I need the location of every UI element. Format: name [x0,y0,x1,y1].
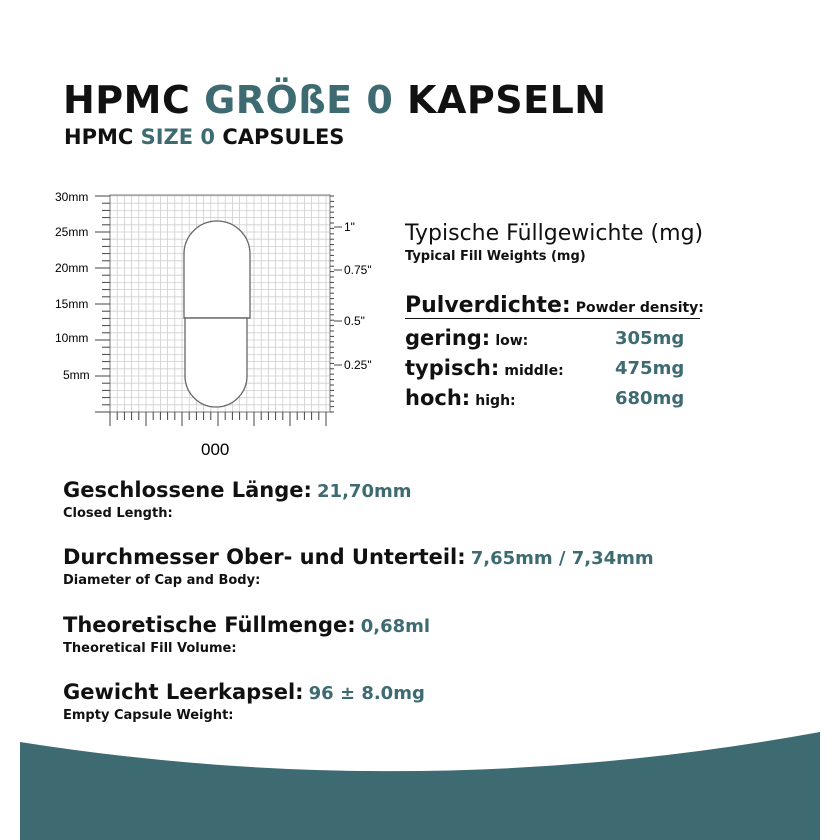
mm-label-30: 30mm [55,190,89,204]
inch-scale [330,196,342,412]
spec-fill-volume [63,613,430,656]
capsule-size-label: 000 [201,440,230,459]
title-en-highlight: SIZE 0 [140,125,216,149]
inch-label-1: 1" [344,220,355,234]
spec-value: 21,70mm [317,481,412,502]
density-underline [405,318,700,319]
page-subtitle [64,125,344,149]
density-row-high [405,386,725,416]
powder-density-heading [405,293,704,318]
spec-value: 0,68ml [360,616,431,637]
density-row-value: 305mg [615,328,685,349]
density-row-value: 475mg [615,358,685,379]
density-row-label-de: typisch: [405,356,500,380]
density-row-label-de: gering: [405,326,491,350]
powder-density-en: Powder density: [575,300,704,316]
spec-empty-weight [63,680,425,723]
title-de-suffix: KAPSELN [393,78,607,122]
density-row-low [405,326,725,356]
inch-label-025: 0.25" [344,358,372,372]
page-title [63,78,607,122]
title-de-highlight: GRÖßE 0 [204,78,394,122]
capsule-size-diagram [40,180,390,465]
inch-label-075: 0.75" [344,263,372,277]
spec-label-en: Closed Length: [63,506,173,521]
spec-value: 96 ± 8.0mg [308,683,425,704]
spec-closed-length [63,478,411,521]
spec-label-en: Empty Capsule Weight: [63,708,234,723]
fill-weights-title: Typische Füllgewichte (mg) [405,221,704,246]
spec-label-de: Durchmesser Ober- und Unterteil: [63,545,466,569]
spec-label-de: Geschlossene Länge: [63,478,312,502]
spec-diameter [63,545,654,588]
spec-label-en: Theoretical Fill Volume: [63,641,237,656]
density-row-value: 680mg [615,388,685,409]
capsule-body [185,318,247,407]
density-row-label-de: hoch: [405,386,471,410]
spec-label-en: Diameter of Cap and Body: [63,573,261,588]
mm-label-25: 25mm [55,225,89,239]
density-row-label-en: low: [495,333,529,349]
mm-scale [95,196,110,412]
inch-label-05: 0.5" [344,314,365,328]
density-row-label-en: high: [475,393,516,409]
spec-label-de: Gewicht Leerkapsel: [63,680,304,704]
density-row-label-en: middle: [504,363,564,379]
fill-weights-subtitle: Typical Fill Weights (mg) [405,249,586,264]
title-en-prefix: HPMC [64,125,141,149]
mm-label-5: 5mm [63,368,90,382]
capsule-cap [184,221,250,318]
bottom-wave-banner [0,730,840,840]
title-de-prefix: HPMC [63,78,205,122]
density-row-middle [405,356,725,386]
mm-label-20: 20mm [55,261,89,275]
powder-density-de: Pulverdichte: [405,293,571,318]
mm-label-15: 15mm [55,297,89,311]
title-en-suffix: CAPSULES [215,125,345,149]
mm-label-10: 10mm [55,331,89,345]
bottom-scale [110,412,326,426]
spec-label-de: Theoretische Füllmenge: [63,613,356,637]
spec-value: 7,65mm / 7,34mm [470,548,654,569]
